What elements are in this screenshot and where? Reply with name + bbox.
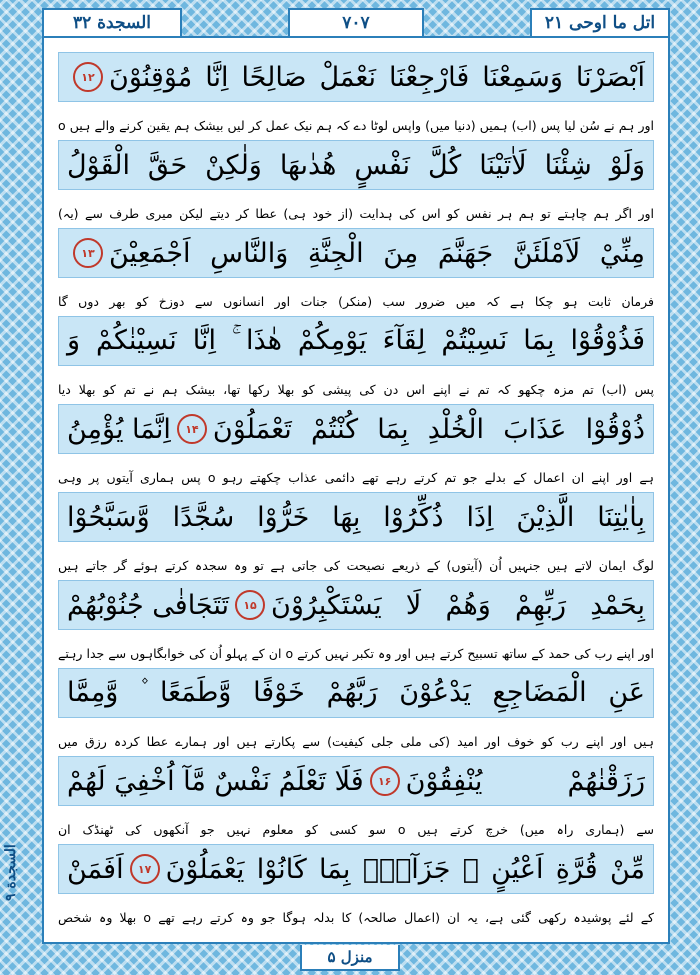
ayah-number-marker: ۱۴ <box>177 414 207 444</box>
verse-line <box>58 228 654 278</box>
ayah-number-marker: ۱۵ <box>235 590 265 620</box>
urdu-translation: ہے اور اپنے ان اعمال کے بدلے جو تم کرتے رہے تھے دائمی عذاب چکھتے رہو o پس ہماری آیتوں پر وہی <box>58 470 654 485</box>
verse-line <box>58 52 654 102</box>
arabic-text-continuation: تَتَجَافٰى جُنُوْبُهُمْ <box>67 589 230 621</box>
urdu-translation: پس (اب) تم مزہ چکھو کہ تم نے اپنے اس دن کی پیشی کو بھلا رکھا تھا، بیشک ہم نے تم کو بھلا دیا <box>58 382 654 397</box>
verse-line <box>58 668 654 718</box>
urdu-translation: کے لئے پوشیدہ رکھی گئی ہے، یہ ان (اعمال صالحہ) کا بدلہ ہوگا جو وہ کرتے رہے تھے o بھلا وہ شخص <box>58 910 654 925</box>
verse-line <box>58 756 654 806</box>
arabic-text: مِنِّيْ لَاَمْلَئَنَّ جَهَنَّمَ مِنَ الْجِنَّةِ وَالنَّاسِ اَجْمَعِيْنَ <box>109 237 645 269</box>
arabic-text: رَزَقْنٰهُمْ يُنْفِقُوْنَ <box>405 765 645 797</box>
arabic-text: وَلَوْ شِئْنَا لَاٰتَيْنَا كُلَّ نَفْسٍ هُدٰىهَا وَلٰكِنْ حَقَّ الْقَوْلُ <box>67 149 645 181</box>
arabic-text: فَذُوْقُوْا بِمَا نَسِيْتُمْ لِقَآءَ يَوْمِكُمْ هٰذَا ۚ اِنَّا نَسِيْنٰكُمْ وَ <box>67 325 645 356</box>
juz-name-label: اتل ما اوحی ۲۱ <box>530 8 670 36</box>
urdu-translation: ہیں اور اپنے رب کو خوف اور امید (کی ملی جلی کیفیت) سے پکارتے ہیں اور ہمارے عطا کردہ رزق میں <box>58 734 654 749</box>
arabic-text-continuation: فَلَا تَعْلَمُ نَفْسٌ مَّآ اُخْفِيَ لَهُمْ <box>67 765 364 797</box>
ayah-number-marker: ۱۳ <box>73 238 103 268</box>
surah-name-label: السجدة ۳۲ <box>42 8 182 36</box>
verse-line <box>58 580 654 630</box>
sajdah-side-marker-text: السجدة ۹ <box>3 844 19 901</box>
verse-line <box>58 844 654 894</box>
verse-line <box>58 492 654 542</box>
arabic-text: عَنِ الْمَضَاجِعِ يَدْعُوْنَ رَبَّهُمْ خَوْفًا وَّطَمَعًا ۫ وَّمِمَّا <box>67 677 645 708</box>
arabic-text: بِاٰيٰتِنَا الَّذِيْنَ اِذَا ذُكِّرُوْا بِهَا خَرُّوْا سُجَّدًا وَّسَبَّحُوْا <box>67 501 645 533</box>
arabic-text: بِحَمْدِ رَبِّهِمْ وَهُمْ لَا يَسْتَكْبِرُوْنَ <box>271 589 645 621</box>
verse-line <box>58 140 654 190</box>
urdu-translation: سے (ہماری راہ میں) خرچ کرتے ہیں o سو کسی کو معلوم نہیں جو آنکھوں کی ٹھنڈک ان <box>58 822 654 837</box>
verse-line <box>58 316 654 366</box>
ayah-number-marker: ۱۲ <box>73 62 103 92</box>
manzil-footer: منزل ۵ <box>300 945 400 971</box>
arabic-text: اَبْصَرْنَا وَسَمِعْنَا فَارْجِعْنَا نَعْمَلْ صَالِحًا اِنَّا مُوْقِنُوْنَ <box>109 61 645 93</box>
urdu-translation: لوگ ایمان لاتے ہیں جنہیں اُن (آیتوں) کے ذریعے نصیحت کی جاتی ہے تو وہ سجدہ کرتے ہوئے گر جاتے ہیں <box>58 558 654 573</box>
arabic-text: مِّنْ قُرَّةِ اَعْيُنٍ ۚ جَزَآءًۢ بِمَا كَانُوْا يَعْمَلُوْنَ <box>165 853 645 885</box>
page-number: ۷۰۷ <box>288 8 424 36</box>
page-header <box>42 8 670 36</box>
verse-line <box>58 404 654 454</box>
arabic-text-continuation: اَفَمَنْ <box>67 853 124 885</box>
arabic-text: ذُوْقُوْا عَذَابَ الْخُلْدِ بِمَا كُنْتُمْ تَعْمَلُوْنَ <box>212 413 645 445</box>
urdu-translation: اور اپنے رب کی حمد کے ساتھ تسبیح کرتے ہیں اور وہ تکبر نہیں کرتے o ان کے پہلو اُن کی خوابگاہوں سے جدا رہتے <box>58 646 654 661</box>
arabic-text-continuation: اِنَّمَا يُؤْمِنُ <box>67 413 171 445</box>
sajdah-side-marker <box>3 844 30 912</box>
urdu-translation: فرمان ثابت ہو چکا ہے کہ میں ضرور سب (منکر) جنات اور انسانوں سے دوزخ کو بھر دوں گا <box>58 294 654 309</box>
ayah-number-marker: ۱۶ <box>370 766 400 796</box>
urdu-translation: اور ہم نے سُن لیا پس (اب) ہمیں (دنیا میں) واپس لوٹا دے کہ ہم نیک عمل کر لیں بیشک ہم یقین کرنے والے ہیں o <box>58 118 654 133</box>
ayah-number-marker: ۱۷ <box>130 854 160 884</box>
urdu-translation: اور اگر ہم چاہتے تو ہم ہر نفس کو اس کی ہدایت (از خود ہی) عطا کر دیتے لیکن میری طرف سے (یہ) <box>58 206 654 221</box>
